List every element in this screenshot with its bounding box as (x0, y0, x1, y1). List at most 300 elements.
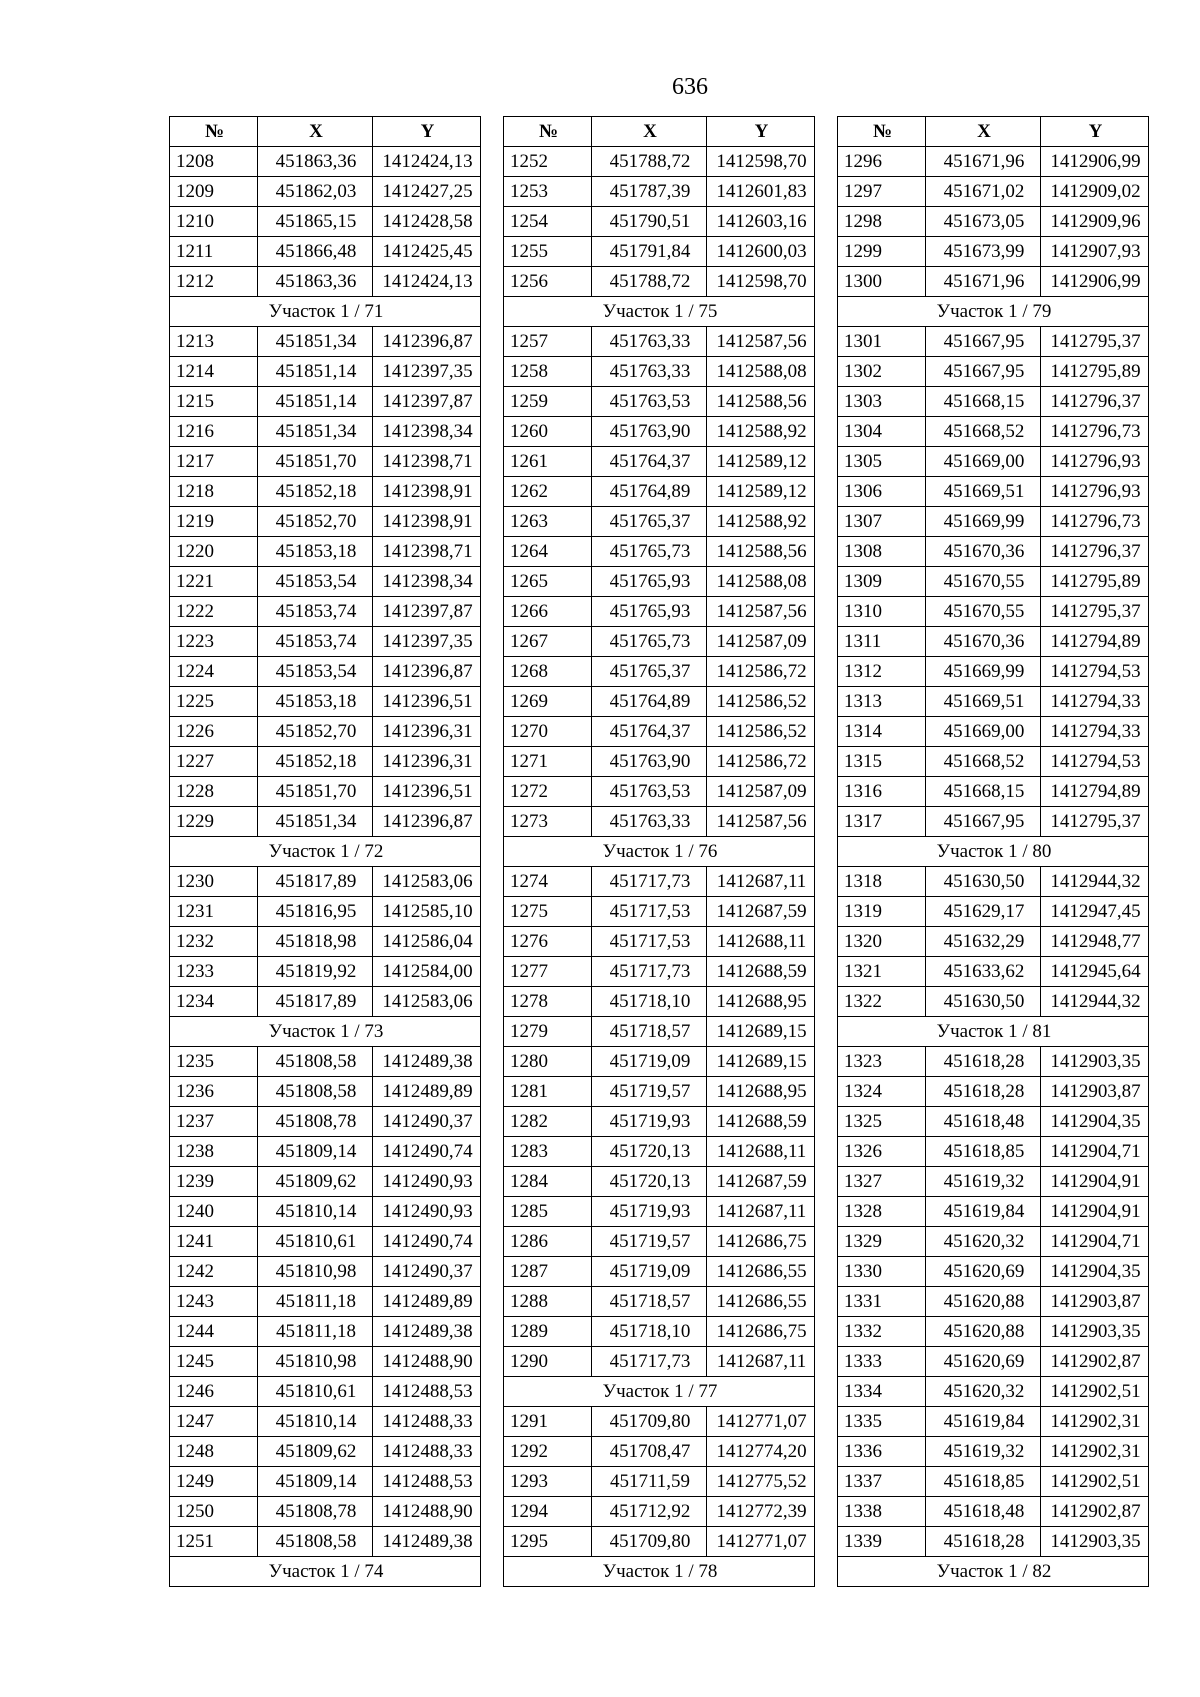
y-coordinate-cell: 1412490,93 (373, 1197, 481, 1227)
x-coordinate-cell: 451719,09 (592, 1047, 707, 1077)
table-row (504, 597, 815, 627)
x-coordinate-cell: 451618,28 (926, 1047, 1041, 1077)
table-row (504, 1167, 815, 1197)
x-coordinate-cell: 451667,95 (926, 807, 1041, 837)
y-coordinate-cell: 1412794,33 (1041, 717, 1149, 747)
point-number-cell: 1252 (504, 147, 592, 177)
y-coordinate-cell: 1412796,37 (1041, 387, 1149, 417)
table-row (504, 477, 815, 507)
y-coordinate-cell: 1412586,52 (707, 687, 815, 717)
table-header-row (504, 117, 815, 147)
section-label: Участок 1 / 81 (838, 1017, 1149, 1047)
point-number-cell: 1221 (170, 567, 258, 597)
table-row (504, 1137, 815, 1167)
table-row (504, 1497, 815, 1527)
x-coordinate-cell: 451817,89 (258, 987, 373, 1017)
y-coordinate-cell: 1412772,39 (707, 1497, 815, 1527)
point-number-cell: 1313 (838, 687, 926, 717)
x-coordinate-cell: 451633,62 (926, 957, 1041, 987)
point-number-cell: 1288 (504, 1287, 592, 1317)
table-body (838, 147, 1149, 1587)
point-number-cell: 1249 (170, 1467, 258, 1497)
y-coordinate-cell: 1412944,32 (1041, 867, 1149, 897)
table-row (504, 777, 815, 807)
x-coordinate-cell: 451809,62 (258, 1437, 373, 1467)
y-coordinate-cell: 1412588,92 (707, 417, 815, 447)
x-coordinate-cell: 451667,95 (926, 357, 1041, 387)
point-number-cell: 1286 (504, 1227, 592, 1257)
point-number-cell: 1265 (504, 567, 592, 597)
x-coordinate-cell: 451808,58 (258, 1527, 373, 1557)
y-coordinate-cell: 1412490,74 (373, 1227, 481, 1257)
y-coordinate-cell: 1412488,90 (373, 1497, 481, 1527)
table-row (170, 387, 481, 417)
x-coordinate-cell: 451669,00 (926, 447, 1041, 477)
x-coordinate-cell: 451669,99 (926, 507, 1041, 537)
table-row (504, 537, 815, 567)
point-number-cell: 1280 (504, 1047, 592, 1077)
y-coordinate-cell: 1412588,56 (707, 537, 815, 567)
table-row (838, 1227, 1149, 1257)
y-coordinate-cell: 1412686,75 (707, 1317, 815, 1347)
table-row (838, 327, 1149, 357)
x-coordinate-cell: 451719,57 (592, 1227, 707, 1257)
y-coordinate-cell: 1412488,90 (373, 1347, 481, 1377)
x-coordinate-cell: 451819,92 (258, 957, 373, 987)
x-coordinate-cell: 451718,10 (592, 987, 707, 1017)
point-number-cell: 1253 (504, 177, 592, 207)
x-coordinate-cell: 451669,99 (926, 657, 1041, 687)
x-coordinate-cell: 451788,72 (592, 147, 707, 177)
table-row (504, 327, 815, 357)
point-number-cell: 1211 (170, 237, 258, 267)
y-coordinate-cell: 1412904,35 (1041, 1107, 1149, 1137)
table-row (838, 1077, 1149, 1107)
point-number-cell: 1239 (170, 1167, 258, 1197)
y-coordinate-cell: 1412587,56 (707, 597, 815, 627)
y-coordinate-cell: 1412794,53 (1041, 657, 1149, 687)
section-row (170, 297, 481, 327)
x-coordinate-cell: 451618,28 (926, 1527, 1041, 1557)
table-row (170, 1527, 481, 1557)
table-row (838, 867, 1149, 897)
table-row (838, 507, 1149, 537)
table-row (170, 1497, 481, 1527)
x-coordinate-cell: 451810,14 (258, 1407, 373, 1437)
y-coordinate-cell: 1412586,72 (707, 657, 815, 687)
y-coordinate-cell: 1412902,31 (1041, 1407, 1149, 1437)
y-coordinate-cell: 1412903,35 (1041, 1047, 1149, 1077)
x-coordinate-cell: 451709,80 (592, 1527, 707, 1557)
x-coordinate-cell: 451851,70 (258, 447, 373, 477)
point-number-cell: 1282 (504, 1107, 592, 1137)
point-number-cell: 1269 (504, 687, 592, 717)
y-coordinate-cell: 1412588,92 (707, 507, 815, 537)
y-coordinate-cell: 1412398,34 (373, 417, 481, 447)
x-coordinate-cell: 451852,70 (258, 507, 373, 537)
x-coordinate-cell: 451720,13 (592, 1137, 707, 1167)
table-row (838, 777, 1149, 807)
y-coordinate-cell: 1412794,33 (1041, 687, 1149, 717)
x-coordinate-cell: 451709,80 (592, 1407, 707, 1437)
table-row (170, 1257, 481, 1287)
point-number-cell: 1251 (170, 1527, 258, 1557)
table-row (838, 597, 1149, 627)
point-number-cell: 1250 (170, 1497, 258, 1527)
x-coordinate-cell: 451670,36 (926, 537, 1041, 567)
y-coordinate-cell: 1412397,35 (373, 357, 481, 387)
y-coordinate-cell: 1412688,11 (707, 1137, 815, 1167)
table-row (170, 1347, 481, 1377)
point-number-cell: 1244 (170, 1317, 258, 1347)
table-row (838, 1317, 1149, 1347)
table-row (838, 627, 1149, 657)
y-coordinate-cell: 1412774,20 (707, 1437, 815, 1467)
point-number-cell: 1229 (170, 807, 258, 837)
x-coordinate-cell: 451670,36 (926, 627, 1041, 657)
y-coordinate-cell: 1412945,64 (1041, 957, 1149, 987)
y-coordinate-cell: 1412909,96 (1041, 207, 1149, 237)
point-number-cell: 1272 (504, 777, 592, 807)
point-number-cell: 1264 (504, 537, 592, 567)
table-row (838, 1527, 1149, 1557)
x-coordinate-cell: 451862,03 (258, 177, 373, 207)
section-row (170, 837, 481, 867)
table-row (504, 1527, 815, 1557)
y-coordinate-cell: 1412489,38 (373, 1527, 481, 1557)
x-coordinate-cell: 451618,85 (926, 1137, 1041, 1167)
y-coordinate-cell: 1412396,31 (373, 717, 481, 747)
y-coordinate-cell: 1412398,91 (373, 477, 481, 507)
x-coordinate-cell: 451764,89 (592, 687, 707, 717)
x-coordinate-cell: 451618,48 (926, 1107, 1041, 1137)
table-row (838, 237, 1149, 267)
point-number-cell: 1332 (838, 1317, 926, 1347)
x-coordinate-cell: 451719,09 (592, 1257, 707, 1287)
x-coordinate-cell: 451811,18 (258, 1287, 373, 1317)
point-number-cell: 1260 (504, 417, 592, 447)
y-coordinate-cell: 1412490,37 (373, 1107, 481, 1137)
y-coordinate-cell: 1412687,11 (707, 1347, 815, 1377)
x-coordinate-cell: 451629,17 (926, 897, 1041, 927)
table-row (170, 327, 481, 357)
table-row (170, 1407, 481, 1437)
y-coordinate-cell: 1412424,13 (373, 147, 481, 177)
y-coordinate-cell: 1412902,51 (1041, 1377, 1149, 1407)
table-row (170, 357, 481, 387)
y-coordinate-cell: 1412489,38 (373, 1047, 481, 1077)
y-coordinate-cell: 1412775,52 (707, 1467, 815, 1497)
x-coordinate-cell: 451671,96 (926, 147, 1041, 177)
point-number-cell: 1274 (504, 867, 592, 897)
column-header-y: Y (707, 117, 815, 147)
point-number-cell: 1271 (504, 747, 592, 777)
x-coordinate-cell: 451711,59 (592, 1467, 707, 1497)
table-row (838, 1167, 1149, 1197)
point-number-cell: 1256 (504, 267, 592, 297)
table-row (170, 1137, 481, 1167)
y-coordinate-cell: 1412583,06 (373, 867, 481, 897)
table-row (504, 567, 815, 597)
table-row (838, 1347, 1149, 1377)
x-coordinate-cell: 451619,32 (926, 1167, 1041, 1197)
point-number-cell: 1304 (838, 417, 926, 447)
section-label: Участок 1 / 79 (838, 297, 1149, 327)
y-coordinate-cell: 1412795,89 (1041, 567, 1149, 597)
table-header-row (838, 117, 1149, 147)
point-number-cell: 1236 (170, 1077, 258, 1107)
x-coordinate-cell: 451717,53 (592, 927, 707, 957)
point-number-cell: 1233 (170, 957, 258, 987)
x-coordinate-cell: 451791,84 (592, 237, 707, 267)
table-row (504, 657, 815, 687)
point-number-cell: 1281 (504, 1077, 592, 1107)
point-number-cell: 1289 (504, 1317, 592, 1347)
y-coordinate-cell: 1412903,35 (1041, 1317, 1149, 1347)
table-row (170, 207, 481, 237)
table-row (170, 477, 481, 507)
table-row (170, 747, 481, 777)
y-coordinate-cell: 1412688,95 (707, 987, 815, 1017)
point-number-cell: 1296 (838, 147, 926, 177)
table-row (838, 537, 1149, 567)
page-number: 636 (672, 74, 708, 100)
table-row (838, 1287, 1149, 1317)
table-row (504, 507, 815, 537)
point-number-cell: 1257 (504, 327, 592, 357)
point-number-cell: 1330 (838, 1257, 926, 1287)
point-number-cell: 1258 (504, 357, 592, 387)
table-row (838, 567, 1149, 597)
table-row (838, 657, 1149, 687)
y-coordinate-cell: 1412600,03 (707, 237, 815, 267)
point-number-cell: 1308 (838, 537, 926, 567)
y-coordinate-cell: 1412601,83 (707, 177, 815, 207)
x-coordinate-cell: 451671,96 (926, 267, 1041, 297)
table-row (504, 927, 815, 957)
x-coordinate-cell: 451673,05 (926, 207, 1041, 237)
point-number-cell: 1241 (170, 1227, 258, 1257)
table-row (170, 237, 481, 267)
y-coordinate-cell: 1412688,59 (707, 1107, 815, 1137)
x-coordinate-cell: 451708,47 (592, 1437, 707, 1467)
x-coordinate-cell: 451818,98 (258, 927, 373, 957)
y-coordinate-cell: 1412795,37 (1041, 327, 1149, 357)
x-coordinate-cell: 451718,57 (592, 1017, 707, 1047)
y-coordinate-cell: 1412948,77 (1041, 927, 1149, 957)
table-row (170, 927, 481, 957)
x-coordinate-cell: 451851,70 (258, 777, 373, 807)
y-coordinate-cell: 1412796,37 (1041, 537, 1149, 567)
table-body (170, 147, 481, 1587)
y-coordinate-cell: 1412398,91 (373, 507, 481, 537)
x-coordinate-cell: 451618,48 (926, 1497, 1041, 1527)
table-row (170, 897, 481, 927)
point-number-cell: 1224 (170, 657, 258, 687)
x-coordinate-cell: 451667,95 (926, 327, 1041, 357)
table-row (170, 657, 481, 687)
y-coordinate-cell: 1412904,35 (1041, 1257, 1149, 1287)
x-coordinate-cell: 451619,84 (926, 1407, 1041, 1437)
section-row (838, 837, 1149, 867)
x-coordinate-cell: 451808,58 (258, 1047, 373, 1077)
point-number-cell: 1315 (838, 747, 926, 777)
y-coordinate-cell: 1412903,87 (1041, 1077, 1149, 1107)
x-coordinate-cell: 451719,57 (592, 1077, 707, 1107)
y-coordinate-cell: 1412488,33 (373, 1437, 481, 1467)
y-coordinate-cell: 1412909,02 (1041, 177, 1149, 207)
x-coordinate-cell: 451765,73 (592, 537, 707, 567)
table-row (838, 1107, 1149, 1137)
x-coordinate-cell: 451719,93 (592, 1197, 707, 1227)
y-coordinate-cell: 1412598,70 (707, 267, 815, 297)
table-row (504, 1197, 815, 1227)
x-coordinate-cell: 451810,98 (258, 1257, 373, 1287)
table-row (504, 387, 815, 417)
table-row (838, 177, 1149, 207)
column-header-x: X (258, 117, 373, 147)
point-number-cell: 1266 (504, 597, 592, 627)
x-coordinate-cell: 451809,14 (258, 1137, 373, 1167)
y-coordinate-cell: 1412488,53 (373, 1377, 481, 1407)
section-label: Участок 1 / 80 (838, 837, 1149, 867)
point-number-cell: 1311 (838, 627, 926, 657)
table-row (838, 1467, 1149, 1497)
column-header-x: X (926, 117, 1041, 147)
table-row (838, 147, 1149, 177)
point-number-cell: 1333 (838, 1347, 926, 1377)
x-coordinate-cell: 451763,53 (592, 777, 707, 807)
table-row (504, 1017, 815, 1047)
y-coordinate-cell: 1412424,13 (373, 267, 481, 297)
table-row (838, 987, 1149, 1017)
y-coordinate-cell: 1412396,51 (373, 687, 481, 717)
point-number-cell: 1285 (504, 1197, 592, 1227)
y-coordinate-cell: 1412587,56 (707, 327, 815, 357)
x-coordinate-cell: 451764,37 (592, 447, 707, 477)
table-row (170, 867, 481, 897)
point-number-cell: 1284 (504, 1167, 592, 1197)
point-number-cell: 1219 (170, 507, 258, 537)
x-coordinate-cell: 451668,15 (926, 387, 1041, 417)
table-row (504, 747, 815, 777)
y-coordinate-cell: 1412796,93 (1041, 447, 1149, 477)
table-row (170, 1227, 481, 1257)
point-number-cell: 1305 (838, 447, 926, 477)
point-number-cell: 1208 (170, 147, 258, 177)
y-coordinate-cell: 1412398,71 (373, 447, 481, 477)
x-coordinate-cell: 451620,32 (926, 1377, 1041, 1407)
table-row (504, 357, 815, 387)
x-coordinate-cell: 451790,51 (592, 207, 707, 237)
table-row (504, 177, 815, 207)
x-coordinate-cell: 451788,72 (592, 267, 707, 297)
x-coordinate-cell: 451669,51 (926, 477, 1041, 507)
table-row (170, 1467, 481, 1497)
point-number-cell: 1290 (504, 1347, 592, 1377)
point-number-cell: 1216 (170, 417, 258, 447)
table-row (504, 237, 815, 267)
y-coordinate-cell: 1412396,87 (373, 807, 481, 837)
point-number-cell: 1293 (504, 1467, 592, 1497)
x-coordinate-cell: 451669,51 (926, 687, 1041, 717)
y-coordinate-cell: 1412587,56 (707, 807, 815, 837)
x-coordinate-cell: 451853,54 (258, 657, 373, 687)
x-coordinate-cell: 451717,53 (592, 897, 707, 927)
section-row (504, 1557, 815, 1587)
table-row (170, 1077, 481, 1107)
x-coordinate-cell: 451811,18 (258, 1317, 373, 1347)
x-coordinate-cell: 451763,90 (592, 417, 707, 447)
x-coordinate-cell: 451763,53 (592, 387, 707, 417)
y-coordinate-cell: 1412584,00 (373, 957, 481, 987)
point-number-cell: 1234 (170, 987, 258, 1017)
section-row (838, 297, 1149, 327)
x-coordinate-cell: 451673,99 (926, 237, 1041, 267)
table-row (838, 477, 1149, 507)
y-coordinate-cell: 1412796,93 (1041, 477, 1149, 507)
point-number-cell: 1242 (170, 1257, 258, 1287)
y-coordinate-cell: 1412687,11 (707, 1197, 815, 1227)
point-number-cell: 1223 (170, 627, 258, 657)
section-label: Участок 1 / 77 (504, 1377, 815, 1407)
point-number-cell: 1254 (504, 207, 592, 237)
section-row (504, 837, 815, 867)
point-number-cell: 1306 (838, 477, 926, 507)
y-coordinate-cell: 1412489,38 (373, 1317, 481, 1347)
table-row (170, 417, 481, 447)
y-coordinate-cell: 1412489,89 (373, 1077, 481, 1107)
table-row (170, 957, 481, 987)
x-coordinate-cell: 451863,36 (258, 267, 373, 297)
point-number-cell: 1268 (504, 657, 592, 687)
point-number-cell: 1235 (170, 1047, 258, 1077)
table-row (170, 537, 481, 567)
y-coordinate-cell: 1412686,55 (707, 1257, 815, 1287)
y-coordinate-cell: 1412490,93 (373, 1167, 481, 1197)
point-number-cell: 1300 (838, 267, 926, 297)
table-row (838, 897, 1149, 927)
x-coordinate-cell: 451668,52 (926, 747, 1041, 777)
point-number-cell: 1316 (838, 777, 926, 807)
point-number-cell: 1321 (838, 957, 926, 987)
y-coordinate-cell: 1412904,71 (1041, 1137, 1149, 1167)
y-coordinate-cell: 1412397,35 (373, 627, 481, 657)
y-coordinate-cell: 1412904,91 (1041, 1167, 1149, 1197)
table-row (504, 867, 815, 897)
y-coordinate-cell: 1412902,87 (1041, 1347, 1149, 1377)
table-row (504, 717, 815, 747)
x-coordinate-cell: 451630,50 (926, 867, 1041, 897)
column-header-number: № (838, 117, 926, 147)
y-coordinate-cell: 1412396,87 (373, 327, 481, 357)
table-row (504, 957, 815, 987)
y-coordinate-cell: 1412688,59 (707, 957, 815, 987)
point-number-cell: 1222 (170, 597, 258, 627)
table-row (170, 1377, 481, 1407)
table-row (170, 987, 481, 1017)
table-row (838, 267, 1149, 297)
table-row (838, 207, 1149, 237)
table-row (838, 1407, 1149, 1437)
table-row (504, 897, 815, 927)
table-row (504, 1467, 815, 1497)
point-number-cell: 1259 (504, 387, 592, 417)
y-coordinate-cell: 1412398,71 (373, 537, 481, 567)
x-coordinate-cell: 451763,90 (592, 747, 707, 777)
column-header-y: Y (1041, 117, 1149, 147)
table-row (504, 1047, 815, 1077)
